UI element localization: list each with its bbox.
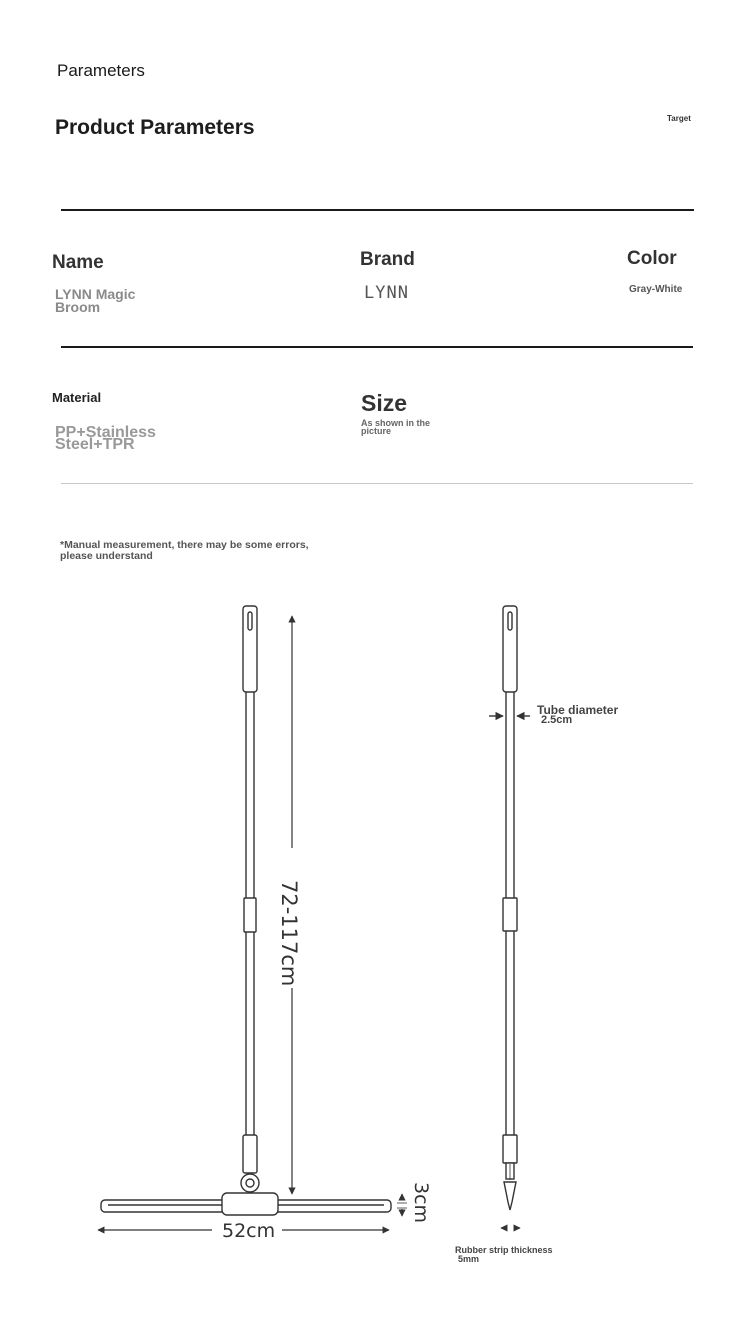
tube-diameter-label: Tube diameter: [537, 703, 619, 717]
width-label: 52cm: [222, 1220, 276, 1242]
material-label: Material: [52, 390, 102, 405]
size-value: As shown in the picture: [361, 418, 431, 436]
brand-label: Brand: [360, 249, 415, 270]
section-label: Parameters: [57, 61, 145, 80]
name-label: Name: [52, 252, 104, 273]
brand-value: LYNN: [364, 283, 409, 303]
height-dimension: [397, 1194, 407, 1216]
broom-side-view: [503, 606, 517, 1210]
broom-dimension-diagram: [0, 590, 750, 1290]
height-label: 3cm: [410, 1182, 432, 1224]
length-label: 72-117cm: [277, 880, 301, 987]
size-label: Size: [361, 390, 408, 416]
rubber-strip-value: 5mm: [458, 1254, 480, 1264]
rubber-strip-label: Rubber strip thickness: [455, 1245, 553, 1255]
page-title: Product Parameters: [55, 116, 255, 139]
tube-diameter-value: 2.5cm: [541, 714, 573, 726]
divider-middle: [61, 346, 693, 348]
color-label: Color: [627, 248, 677, 269]
name-value: LYNN Magic Broom: [55, 286, 136, 315]
measurement-note: *Manual measurement, there may be some errors, please understand: [60, 539, 309, 562]
material-value: PP+Stainless Steel+TPR: [55, 424, 156, 453]
divider-bottom: [61, 483, 693, 484]
divider-top: [61, 209, 694, 211]
broom-front-view: [101, 606, 391, 1215]
corner-tag: Target: [667, 114, 691, 123]
color-value: Gray-White: [629, 284, 683, 295]
